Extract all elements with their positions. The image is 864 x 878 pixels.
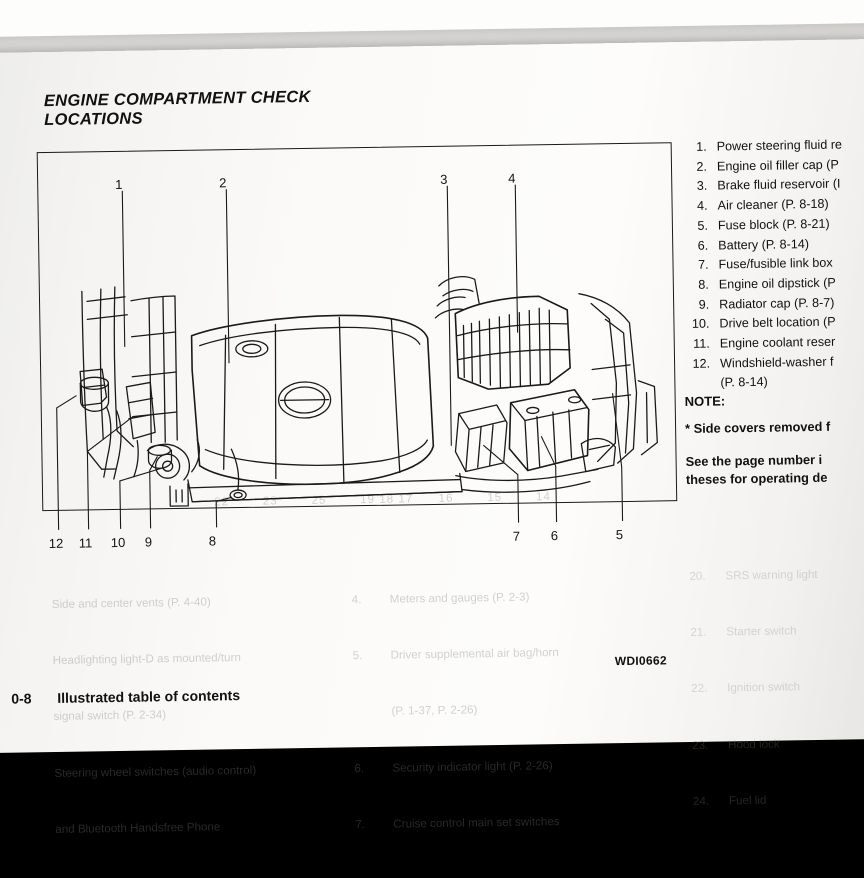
legend-item-text: Drive belt location (P [719,314,836,331]
ghost-num: 24. [692,794,710,808]
ghost-number-row: 22 23 25 19 18 17 16 15 14 [214,490,551,509]
legend-item-number: 8. [698,277,709,292]
ghost-line: Driver supplemental air bag/horn [390,645,559,662]
callout-number-7: 7 [512,528,521,544]
page-title [44,85,465,131]
page-title-line1: ENGINE COMPARTMENT CHECK [43,87,311,111]
ghost-line: (P. 1-37, P. 2-26) [391,703,478,718]
ghost-text-mid-numbers [351,553,386,873]
legend-item-number: 11. [693,336,710,351]
ghost-num: 22. [691,681,708,696]
ghost-line: Fuel lid [728,793,767,808]
note-line-1: * Side covers removed f [684,418,831,437]
legend-item-number: 4. [696,198,708,213]
ghost-text-mid [389,548,674,872]
callout-number-12: 12 [48,535,64,552]
legend-item-number: 1. [696,139,707,154]
legend-item-text: Engine oil dipstick (P [718,275,836,292]
legend-item-text: Radiator cap (P. 8-7) [719,295,835,312]
ghost-num: 23. [691,738,709,752]
callout-number-11: 11 [78,535,93,551]
legend-item-number: 12. [692,356,711,371]
engine-compartment-diagram [37,142,676,552]
ghost-num: 5. [352,649,363,663]
ghost-line: signal switch (P. 2-34) [53,708,167,724]
legend-item-number: 10. [691,316,710,332]
legend-item-number: 6. [697,238,709,253]
ghost-num: 6. [354,761,365,775]
legend-item-text: Air cleaner (P. 8-18) [717,196,829,213]
legend-item [684,332,864,355]
ghost-line: Meters and gauges (P. 2-3) [389,590,530,606]
page-title-line2: LOCATIONS [44,109,143,130]
callout-number-4: 4 [508,170,516,186]
legend-item-text: Fuse block (P. 8-21) [717,216,830,233]
ghost-text-right [725,527,864,849]
ghost-num: 21. [690,625,707,639]
legend-item-text: Brake fluid reservoir (I [717,176,841,193]
ghost-text-right-numbers [689,529,726,849]
legend-item-text: Windshield-washer f [719,354,834,371]
legend-item-text: Power steering fluid re [716,137,843,154]
legend-item-number: 9. [698,297,710,312]
callout-number-6: 6 [550,528,559,544]
legend-item-text: Engine oil filler cap (P [716,157,839,174]
legend-item [683,293,864,316]
ghost-line: Security indicator light (P. 2-26) [392,758,553,775]
ghost-line: Ignition switch [727,680,801,695]
figure-code: WDI0662 [614,653,667,669]
callout-number-10: 10 [110,534,126,551]
legend-item-number: 2. [696,159,708,174]
ghost-num: 4. [351,592,362,606]
callout-number-1: 1 [115,176,123,192]
ghost-num: 20. [689,569,706,583]
legend-item-continuation: (P. 8-14) [720,375,768,390]
legend-item-text: Battery (P. 8-14) [718,236,810,253]
footer-section-title: Illustrated table of contents [57,687,241,706]
note-title: NOTE: [684,393,726,410]
legend-item-number: 5. [697,218,709,233]
ghost-line: Hood lock [727,737,780,751]
footer-page-number: 0-8 [11,690,32,707]
note-line-2 [685,451,827,490]
legend-item-text: Fuse/fusible link box [718,255,833,272]
note-line-2b: theses for operating de [685,469,828,488]
ghost-line: and Bluetooth Handsfree Phone [55,820,221,836]
callout-number-9: 9 [144,534,153,550]
legend-item-number: 3. [696,179,708,194]
legend-item [683,312,864,335]
legend-item [683,273,864,296]
ghost-num: 7. [355,818,366,832]
ghost-line: Steering wheel switches (audio control) [54,763,257,780]
ghost-line: Side and center vents (P. 4-40) [51,595,211,611]
legend-item-number: 7. [697,257,709,273]
legend-item [684,352,864,375]
callout-number-2: 2 [219,175,227,191]
callout-number-3: 3 [440,171,448,187]
note-line-2a: See the page number i [685,451,823,470]
callout-number-8: 8 [208,533,217,549]
ghost-line: Starter switch [726,624,797,639]
ghost-line: Headlighting light-D as mounted/turn [52,650,241,667]
callout-number-5: 5 [615,527,624,543]
legend-item-text: Engine coolant reser [719,334,836,351]
ghost-text-left [51,553,356,877]
legend-list [681,135,864,394]
ghost-line: Cruise control main set switches [393,814,560,831]
ghost-line: SRS warning light [725,567,818,582]
